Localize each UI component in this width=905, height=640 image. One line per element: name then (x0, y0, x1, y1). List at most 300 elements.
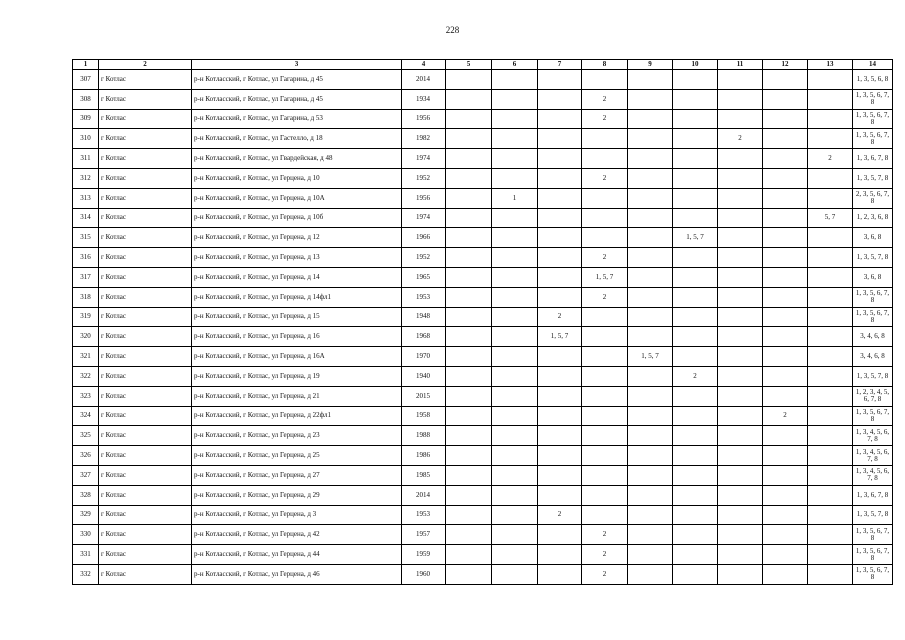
col9-cell: 1, 5, 7 (628, 347, 673, 367)
row-number: 330 (73, 525, 99, 545)
table-row (73, 168, 893, 188)
table-row (73, 525, 893, 545)
col5-cell (446, 168, 492, 188)
col12-cell (763, 208, 808, 228)
col11-cell (718, 386, 763, 406)
row-number: 329 (73, 505, 99, 525)
col5-cell (446, 109, 492, 129)
table-row (73, 564, 893, 584)
col6-cell (492, 248, 538, 268)
col7-cell (538, 446, 582, 466)
row-number: 313 (73, 188, 99, 208)
col5-cell (446, 267, 492, 287)
year-cell: 1958 (402, 406, 446, 426)
col5-cell (446, 248, 492, 268)
col12-cell (763, 248, 808, 268)
col13-cell (808, 386, 853, 406)
col8-cell (582, 366, 628, 386)
col10-cell (673, 89, 718, 109)
codes-cell: 1, 3, 5, 6, 8 (853, 70, 893, 90)
row-number: 312 (73, 168, 99, 188)
col11-cell (718, 505, 763, 525)
city-cell: г Котлас (99, 129, 192, 149)
col8-cell (582, 228, 628, 248)
registry-table (72, 59, 893, 585)
col5-cell (446, 406, 492, 426)
table-row (73, 347, 893, 367)
city-cell: г Котлас (99, 564, 192, 584)
col8-cell (582, 406, 628, 426)
codes-cell: 1, 3, 4, 5, 6, 7, 8 (853, 465, 893, 485)
col6-cell (492, 564, 538, 584)
address-cell: р-н Котласский, г Котлас, ул Герцена, д 44 (192, 545, 402, 565)
year-cell: 1974 (402, 208, 446, 228)
year-cell: 1952 (402, 168, 446, 188)
codes-cell: 1, 3, 5, 7, 8 (853, 248, 893, 268)
column-header-3: 3 (192, 60, 402, 70)
col8-cell: 2 (582, 89, 628, 109)
col7-cell (538, 149, 582, 169)
col13-cell (808, 485, 853, 505)
city-cell: г Котлас (99, 109, 192, 129)
year-cell: 1959 (402, 545, 446, 565)
row-number: 318 (73, 287, 99, 307)
col7-cell (538, 545, 582, 565)
column-header-2: 2 (99, 60, 192, 70)
city-cell: г Котлас (99, 406, 192, 426)
codes-cell: 3, 6, 8 (853, 267, 893, 287)
col7-cell: 2 (538, 505, 582, 525)
col12-cell (763, 168, 808, 188)
col5-cell (446, 564, 492, 584)
col9-cell (628, 129, 673, 149)
col7-cell (538, 208, 582, 228)
col9-cell (628, 89, 673, 109)
address-cell: р-н Котласский, г Котлас, ул Герцена, д 3 (192, 505, 402, 525)
col11-cell (718, 465, 763, 485)
col10-cell (673, 188, 718, 208)
year-cell: 1988 (402, 426, 446, 446)
col9-cell (628, 564, 673, 584)
table-row (73, 366, 893, 386)
table-row (73, 406, 893, 426)
col9-cell (628, 228, 673, 248)
col10-cell (673, 386, 718, 406)
codes-cell: 1, 3, 4, 5, 6, 7, 8 (853, 426, 893, 446)
col12-cell (763, 465, 808, 485)
row-number: 322 (73, 366, 99, 386)
address-cell: р-н Котласский, г Котлас, ул Герцена, д 23 (192, 426, 402, 446)
col13-cell (808, 426, 853, 446)
page-number: 228 (445, 25, 460, 35)
col11-cell (718, 525, 763, 545)
col7-cell (538, 89, 582, 109)
address-cell: р-н Котласский, г Котлас, ул Герцена, д 25 (192, 446, 402, 466)
col12-cell (763, 485, 808, 505)
col7-cell (538, 386, 582, 406)
col10-cell: 1, 5, 7 (673, 228, 718, 248)
col10-cell (673, 287, 718, 307)
row-number: 323 (73, 386, 99, 406)
col13-cell: 5, 7 (808, 208, 853, 228)
col8-cell (582, 465, 628, 485)
col10-cell (673, 485, 718, 505)
col12-cell (763, 129, 808, 149)
address-cell: р-н Котласский, г Котлас, ул Герцена, д 12 (192, 228, 402, 248)
codes-cell: 1, 3, 5, 6, 7, 8 (853, 545, 893, 565)
col9-cell (628, 485, 673, 505)
col13-cell: 2 (808, 149, 853, 169)
col13-cell (808, 188, 853, 208)
col9-cell (628, 386, 673, 406)
table-row (73, 149, 893, 169)
col10-cell (673, 307, 718, 327)
col12-cell (763, 366, 808, 386)
city-cell: г Котлас (99, 188, 192, 208)
col6-cell (492, 168, 538, 188)
col9-cell (628, 505, 673, 525)
col8-cell (582, 188, 628, 208)
col6-cell (492, 109, 538, 129)
col5-cell (446, 465, 492, 485)
col5-cell (446, 129, 492, 149)
row-number: 328 (73, 485, 99, 505)
col8-cell: 1, 5, 7 (582, 267, 628, 287)
year-cell: 1985 (402, 465, 446, 485)
table-row (73, 485, 893, 505)
col12-cell (763, 109, 808, 129)
col6-cell (492, 485, 538, 505)
col7-cell (538, 267, 582, 287)
col11-cell (718, 168, 763, 188)
col13-cell (808, 347, 853, 367)
col9-cell (628, 426, 673, 446)
column-header-5: 5 (446, 60, 492, 70)
col6-cell (492, 287, 538, 307)
col11-cell (718, 564, 763, 584)
col12-cell (763, 70, 808, 90)
row-number: 307 (73, 70, 99, 90)
row-number: 325 (73, 426, 99, 446)
col8-cell (582, 426, 628, 446)
col12-cell (763, 267, 808, 287)
col8-cell: 2 (582, 564, 628, 584)
col11-cell (718, 545, 763, 565)
year-cell: 1960 (402, 564, 446, 584)
address-cell: р-н Котласский, г Котлас, ул Герцена, д 14фл1 (192, 287, 402, 307)
table-row (73, 228, 893, 248)
col9-cell (628, 465, 673, 485)
col10-cell (673, 347, 718, 367)
row-number: 309 (73, 109, 99, 129)
column-header-10: 10 (673, 60, 718, 70)
col10-cell (673, 406, 718, 426)
col12-cell (763, 307, 808, 327)
col10-cell (673, 129, 718, 149)
col12-cell (763, 347, 808, 367)
col10-cell (673, 70, 718, 90)
col13-cell (808, 168, 853, 188)
column-header-6: 6 (492, 60, 538, 70)
col11-cell (718, 366, 763, 386)
city-cell: г Котлас (99, 386, 192, 406)
col5-cell (446, 505, 492, 525)
col8-cell (582, 485, 628, 505)
row-number: 326 (73, 446, 99, 466)
col7-cell (538, 525, 582, 545)
codes-cell: 1, 3, 5, 6, 7, 8 (853, 525, 893, 545)
city-cell: г Котлас (99, 366, 192, 386)
col6-cell (492, 386, 538, 406)
year-cell: 1952 (402, 248, 446, 268)
col13-cell (808, 446, 853, 466)
year-cell: 1986 (402, 446, 446, 466)
col5-cell (446, 485, 492, 505)
codes-cell: 1, 3, 5, 7, 8 (853, 168, 893, 188)
address-cell: р-н Котласский, г Котлас, ул Герцена, д 46 (192, 564, 402, 584)
col12-cell (763, 505, 808, 525)
col8-cell (582, 386, 628, 406)
col5-cell (446, 366, 492, 386)
col7-cell (538, 70, 582, 90)
codes-cell: 1, 3, 6, 7, 8 (853, 485, 893, 505)
column-header-13: 13 (808, 60, 853, 70)
city-cell: г Котлас (99, 70, 192, 90)
col13-cell (808, 525, 853, 545)
codes-cell: 1, 3, 5, 6, 7, 8 (853, 406, 893, 426)
city-cell: г Котлас (99, 465, 192, 485)
row-number: 319 (73, 307, 99, 327)
col12-cell (763, 89, 808, 109)
address-cell: р-н Котласский, г Котлас, ул Гвардейская, д 48 (192, 149, 402, 169)
address-cell: р-н Котласский, г Котлас, ул Гагарина, д 45 (192, 70, 402, 90)
row-number: 314 (73, 208, 99, 228)
city-cell: г Котлас (99, 525, 192, 545)
year-cell: 1974 (402, 149, 446, 169)
col13-cell (808, 545, 853, 565)
col12-cell (763, 327, 808, 347)
col10-cell (673, 168, 718, 188)
year-cell: 1956 (402, 188, 446, 208)
col8-cell (582, 505, 628, 525)
codes-cell: 1, 3, 5, 7, 8 (853, 505, 893, 525)
col10-cell (673, 109, 718, 129)
col12-cell (763, 386, 808, 406)
table-row (73, 465, 893, 485)
year-cell: 1934 (402, 89, 446, 109)
codes-cell: 1, 3, 6, 7, 8 (853, 149, 893, 169)
column-header-14: 14 (853, 60, 893, 70)
col7-cell (538, 406, 582, 426)
col10-cell (673, 564, 718, 584)
city-cell: г Котлас (99, 267, 192, 287)
table-row (73, 188, 893, 208)
col12-cell (763, 149, 808, 169)
city-cell: г Котлас (99, 446, 192, 466)
column-header-9: 9 (628, 60, 673, 70)
col6-cell (492, 446, 538, 466)
col10-cell (673, 149, 718, 169)
col10-cell (673, 545, 718, 565)
col5-cell (446, 208, 492, 228)
column-header-7: 7 (538, 60, 582, 70)
year-cell: 1956 (402, 109, 446, 129)
col7-cell (538, 287, 582, 307)
col7-cell: 1, 5, 7 (538, 327, 582, 347)
city-cell: г Котлас (99, 307, 192, 327)
col8-cell: 2 (582, 168, 628, 188)
col11-cell (718, 426, 763, 446)
col11-cell (718, 307, 763, 327)
col10-cell (673, 465, 718, 485)
col11-cell (718, 228, 763, 248)
year-cell: 1970 (402, 347, 446, 367)
col9-cell (628, 208, 673, 228)
address-cell: р-н Котласский, г Котлас, ул Гастелло, д 18 (192, 129, 402, 149)
col5-cell (446, 525, 492, 545)
col13-cell (808, 307, 853, 327)
row-number: 310 (73, 129, 99, 149)
col13-cell (808, 327, 853, 347)
col7-cell (538, 426, 582, 446)
codes-cell: 1, 3, 5, 6, 7, 8 (853, 287, 893, 307)
col7-cell (538, 109, 582, 129)
col8-cell (582, 327, 628, 347)
column-header-8: 8 (582, 60, 628, 70)
header-row (73, 60, 893, 70)
col6-cell (492, 149, 538, 169)
col11-cell (718, 188, 763, 208)
col13-cell (808, 505, 853, 525)
year-cell: 1957 (402, 525, 446, 545)
row-number: 332 (73, 564, 99, 584)
col9-cell (628, 406, 673, 426)
col11-cell (718, 208, 763, 228)
address-cell: р-н Котласский, г Котлас, ул Герцена, д 14 (192, 267, 402, 287)
col8-cell (582, 347, 628, 367)
table-row (73, 267, 893, 287)
year-cell: 2015 (402, 386, 446, 406)
address-cell: р-н Котласский, г Котлас, ул Герцена, д 42 (192, 525, 402, 545)
col10-cell (673, 505, 718, 525)
col8-cell (582, 208, 628, 228)
col8-cell: 2 (582, 287, 628, 307)
col6-cell (492, 525, 538, 545)
col9-cell (628, 267, 673, 287)
year-cell: 2014 (402, 485, 446, 505)
codes-cell: 1, 3, 5, 6, 7, 8 (853, 109, 893, 129)
col8-cell (582, 70, 628, 90)
col9-cell (628, 168, 673, 188)
col7-cell: 2 (538, 307, 582, 327)
col6-cell (492, 465, 538, 485)
city-cell: г Котлас (99, 327, 192, 347)
address-cell: р-н Котласский, г Котлас, ул Герцена, д 10б (192, 208, 402, 228)
col13-cell (808, 366, 853, 386)
col12-cell (763, 446, 808, 466)
col6-cell: 1 (492, 188, 538, 208)
col6-cell (492, 307, 538, 327)
col7-cell (538, 564, 582, 584)
col12-cell (763, 545, 808, 565)
col5-cell (446, 287, 492, 307)
col9-cell (628, 545, 673, 565)
row-number: 331 (73, 545, 99, 565)
col13-cell (808, 129, 853, 149)
codes-cell: 1, 2, 3, 6, 8 (853, 208, 893, 228)
city-cell: г Котлас (99, 228, 192, 248)
col13-cell (808, 406, 853, 426)
table-row (73, 505, 893, 525)
col11-cell (718, 70, 763, 90)
row-number: 321 (73, 347, 99, 367)
col8-cell (582, 446, 628, 466)
row-number: 317 (73, 267, 99, 287)
col7-cell (538, 366, 582, 386)
col6-cell (492, 545, 538, 565)
col9-cell (628, 327, 673, 347)
col7-cell (538, 465, 582, 485)
col9-cell (628, 446, 673, 466)
codes-cell: 1, 3, 5, 6, 7, 8 (853, 89, 893, 109)
col5-cell (446, 307, 492, 327)
col13-cell (808, 89, 853, 109)
codes-cell: 3, 6, 8 (853, 228, 893, 248)
address-cell: р-н Котласский, г Котлас, ул Герцена, д 15 (192, 307, 402, 327)
col9-cell (628, 287, 673, 307)
row-number: 316 (73, 248, 99, 268)
row-number: 311 (73, 149, 99, 169)
city-cell: г Котлас (99, 545, 192, 565)
col7-cell (538, 485, 582, 505)
col11-cell (718, 89, 763, 109)
row-number: 324 (73, 406, 99, 426)
col6-cell (492, 505, 538, 525)
col5-cell (446, 70, 492, 90)
col9-cell (628, 525, 673, 545)
col11-cell (718, 287, 763, 307)
year-cell: 1965 (402, 267, 446, 287)
col13-cell (808, 267, 853, 287)
col6-cell (492, 267, 538, 287)
table-row (73, 70, 893, 90)
col5-cell (446, 426, 492, 446)
column-header-4: 4 (402, 60, 446, 70)
city-cell: г Котлас (99, 287, 192, 307)
year-cell: 1953 (402, 505, 446, 525)
col8-cell (582, 307, 628, 327)
col6-cell (492, 228, 538, 248)
col8-cell: 2 (582, 109, 628, 129)
col8-cell: 2 (582, 248, 628, 268)
row-number: 315 (73, 228, 99, 248)
year-cell: 1948 (402, 307, 446, 327)
col13-cell (808, 109, 853, 129)
col10-cell (673, 248, 718, 268)
table-row (73, 426, 893, 446)
col10-cell (673, 327, 718, 347)
codes-cell: 1, 3, 5, 6, 7, 8 (853, 307, 893, 327)
col5-cell (446, 446, 492, 466)
address-cell: р-н Котласский, г Котлас, ул Герцена, д 19 (192, 366, 402, 386)
col13-cell (808, 564, 853, 584)
col11-cell (718, 485, 763, 505)
col6-cell (492, 89, 538, 109)
col12-cell (763, 287, 808, 307)
col12-cell (763, 525, 808, 545)
col12-cell (763, 228, 808, 248)
codes-cell: 3, 4, 6, 8 (853, 347, 893, 367)
